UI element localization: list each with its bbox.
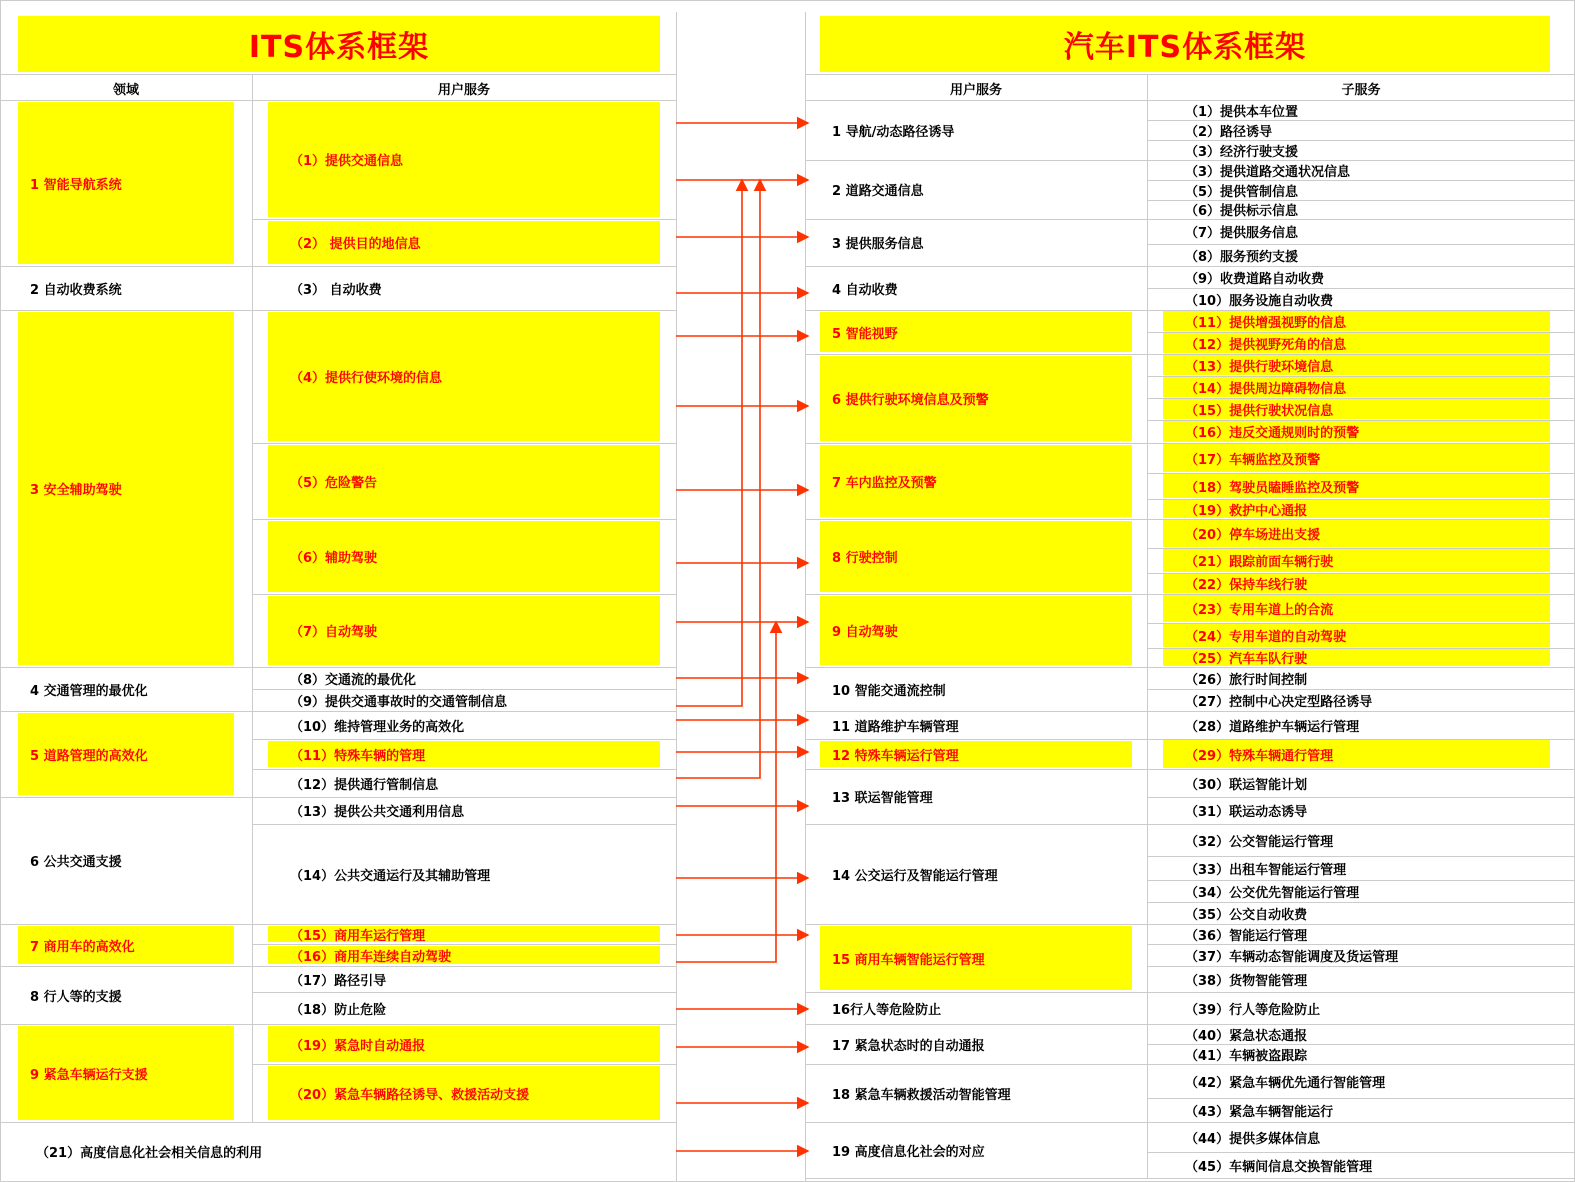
car-service-cell: 18 紧急车辆救援活动智能管理 — [832, 1087, 1011, 1103]
car-service-cell: 8 行驶控制 — [832, 551, 898, 566]
sub-service-cell: （34）公交优先智能运行管理 — [1185, 885, 1360, 901]
header-user-service-left: 用户服务 — [437, 82, 490, 98]
domain-cell: 5 道路管理的高效化 — [30, 748, 148, 764]
sub-service-cell: （35）公交自动收费 — [1185, 907, 1308, 923]
sub-service-cell: （6）提供标示信息 — [1185, 204, 1299, 219]
sub-service-cell: （16）违反交通规则时的预警 — [1185, 426, 1360, 441]
sub-service-cell: （3）经济行驶支援 — [1185, 144, 1299, 160]
car-service-cell: 17 紧急状态时的自动通报 — [832, 1038, 985, 1054]
sub-service-cell: （41）车辆被盗跟踪 — [1185, 1048, 1308, 1064]
sub-service-cell: （17）车辆监控及预警 — [1185, 452, 1321, 468]
sub-service-cell: （23）专用车道上的合流 — [1185, 603, 1334, 618]
sub-service-cell: （3）提供道路交通状况信息 — [1185, 164, 1351, 180]
sub-service-cell: （42）紧急车辆优先通行智能管理 — [1185, 1075, 1386, 1091]
domain-cell: 4 交通管理的最优化 — [30, 683, 148, 699]
sub-service-cell: （45）车辆间信息交换智能管理 — [1185, 1159, 1373, 1175]
car-service-cell: 19 高度信息化社会的对应 — [832, 1144, 985, 1160]
sub-service-cell: （25）汽车车队行驶 — [1185, 652, 1308, 667]
user-service-cell: （14）公共交通运行及其辅助管理 — [290, 868, 491, 884]
sub-service-cell: （8）服务预约支援 — [1185, 249, 1299, 265]
domain-cell: 7 商用车的高效化 — [30, 939, 135, 955]
domain-cell: 6 公共交通支援 — [30, 855, 122, 870]
right-title: 汽车ITS体系框架 — [820, 16, 1550, 72]
sub-service-cell: （40）紧急状态通报 — [1185, 1028, 1308, 1044]
user-service-cell: （10）维持管理业务的高效化 — [290, 719, 465, 735]
sub-service-cell: （1）提供本车位置 — [1185, 104, 1299, 120]
sub-service-cell: （13）提供行驶环境信息 — [1185, 359, 1334, 375]
sub-service-cell: （2）路径诱导 — [1185, 124, 1273, 140]
connection-arrow — [676, 622, 776, 962]
user-service-cell: （2） 提供目的地信息 — [290, 237, 421, 252]
sub-service-cell: （19）救护中心通报 — [1185, 503, 1308, 519]
sub-service-cell: （44）提供多媒体信息 — [1185, 1131, 1321, 1147]
domain-cell: 1 智能导航系统 — [30, 177, 122, 193]
car-service-cell: 15 商用车辆智能运行管理 — [832, 952, 985, 968]
user-service-cell: （18）防止危险 — [290, 1002, 387, 1018]
connection-arrow — [676, 180, 742, 706]
left-title: ITS体系框架 — [18, 16, 660, 72]
sub-service-cell: （22）保持车线行驶 — [1185, 578, 1308, 593]
car-service-cell: 1 导航/动态路径诱导 — [832, 124, 955, 140]
user-service-cell: （16）商用车连续自动驾驶 — [290, 949, 452, 965]
sub-service-cell: （9）收费道路自动收费 — [1185, 271, 1325, 287]
user-service-cell: （1）提供交通信息 — [290, 154, 404, 169]
domain-cell: 3 安全辅助驾驶 — [30, 483, 122, 498]
user-service-cell: （19）紧急时自动通报 — [290, 1038, 426, 1054]
sub-service-cell: （15）提供行驶状况信息 — [1185, 403, 1334, 419]
sub-service-cell: （39）行人等危险防止 — [1185, 1002, 1321, 1018]
user-service-cell: （4）提供行使环境的信息 — [290, 371, 443, 386]
user-service-cell: （3） 自动收费 — [290, 282, 382, 298]
sub-service-cell: （33）出租车智能运行管理 — [1185, 862, 1347, 878]
car-service-cell: 7 车内监控及预警 — [832, 475, 937, 491]
domain-21-cell: （21）高度信息化社会相关信息的利用 — [36, 1145, 263, 1161]
sub-service-cell: （30）联运智能计划 — [1185, 777, 1308, 793]
sub-service-cell: （14）提供周边障碍物信息 — [1185, 381, 1347, 397]
domain-cell: 9 紧急车辆运行支援 — [30, 1067, 148, 1083]
car-service-cell: 12 特殊车辆运行管理 — [832, 748, 959, 764]
user-service-cell: （17）路径引导 — [290, 973, 387, 989]
sub-service-cell: （36）智能运行管理 — [1185, 928, 1308, 944]
user-service-cell: （13）提供公共交通利用信息 — [290, 805, 465, 820]
user-service-cell: （11）特殊车辆的管理 — [290, 748, 426, 764]
sub-service-cell: （27）控制中心决定型路径诱导 — [1185, 694, 1373, 710]
sub-service-cell: （31）联运动态诱导 — [1185, 805, 1308, 820]
sub-service-cell: （32）公交智能运行管理 — [1185, 834, 1334, 850]
domain-cell: 2 自动收费系统 — [30, 282, 122, 298]
user-service-cell: （6）辅助驾驶 — [290, 551, 378, 566]
car-service-cell: 16行人等危险防止 — [832, 1002, 942, 1018]
user-service-cell: （12）提供通行管制信息 — [290, 777, 439, 793]
sub-service-cell: （12）提供视野死角的信息 — [1185, 337, 1347, 353]
sub-service-cell: （21）跟踪前面车辆行驶 — [1185, 555, 1334, 570]
user-service-cell: （7）自动驾驶 — [290, 625, 378, 640]
user-service-cell: （8）交通流的最优化 — [290, 672, 417, 688]
car-service-cell: 9 自动驾驶 — [832, 625, 898, 640]
car-service-cell: 10 智能交通流控制 — [832, 683, 946, 699]
sub-service-cell: （18）驾驶员瞌睡监控及预警 — [1185, 480, 1360, 496]
sub-service-cell: （26）旅行时间控制 — [1185, 672, 1308, 688]
connection-arrow — [676, 180, 760, 778]
car-service-cell: 4 自动收费 — [832, 282, 898, 298]
car-service-cell: 13 联运智能管理 — [832, 791, 933, 806]
sub-service-cell: （7）提供服务信息 — [1185, 226, 1299, 241]
user-service-cell: （5）危险警告 — [290, 475, 378, 491]
sub-service-cell: （11）提供增强视野的信息 — [1185, 315, 1347, 331]
domain-cell: 8 行人等的支援 — [30, 989, 122, 1005]
sub-service-cell: （24）专用车道的自动驾驶 — [1185, 630, 1347, 645]
header-sub-service: 子服务 — [1341, 82, 1381, 98]
user-service-cell: （9）提供交通事故时的交通管制信息 — [290, 694, 508, 710]
sub-service-cell: （38）货物智能管理 — [1185, 973, 1308, 989]
car-service-cell: 14 公交运行及智能运行管理 — [832, 868, 998, 884]
user-service-cell: （20）紧急车辆路径诱导、救援活动支援 — [290, 1087, 530, 1103]
header-user-service-right: 用户服务 — [949, 82, 1002, 98]
sub-service-cell: （5）提供管制信息 — [1185, 184, 1299, 200]
car-service-cell: 11 道路维护车辆管理 — [832, 719, 959, 735]
sub-service-cell: （10）服务设施自动收费 — [1185, 293, 1334, 309]
header-domain: 领域 — [112, 82, 139, 98]
car-service-cell: 5 智能视野 — [832, 326, 898, 342]
user-service-cell: （15）商用车运行管理 — [290, 928, 426, 944]
car-service-cell: 6 提供行驶环境信息及预警 — [832, 393, 989, 408]
sub-service-cell: （29）特殊车辆通行管理 — [1185, 748, 1334, 764]
car-service-cell: 2 道路交通信息 — [832, 184, 924, 199]
sub-service-cell: （28）道路维护车辆运行管理 — [1185, 719, 1360, 735]
car-service-cell: 3 提供服务信息 — [832, 237, 924, 252]
sub-service-cell: （43）紧急车辆智能运行 — [1185, 1104, 1334, 1120]
sub-service-cell: （20）停车场进出支援 — [1185, 528, 1321, 543]
sub-service-cell: （37）车辆动态智能调度及货运管理 — [1185, 949, 1399, 965]
